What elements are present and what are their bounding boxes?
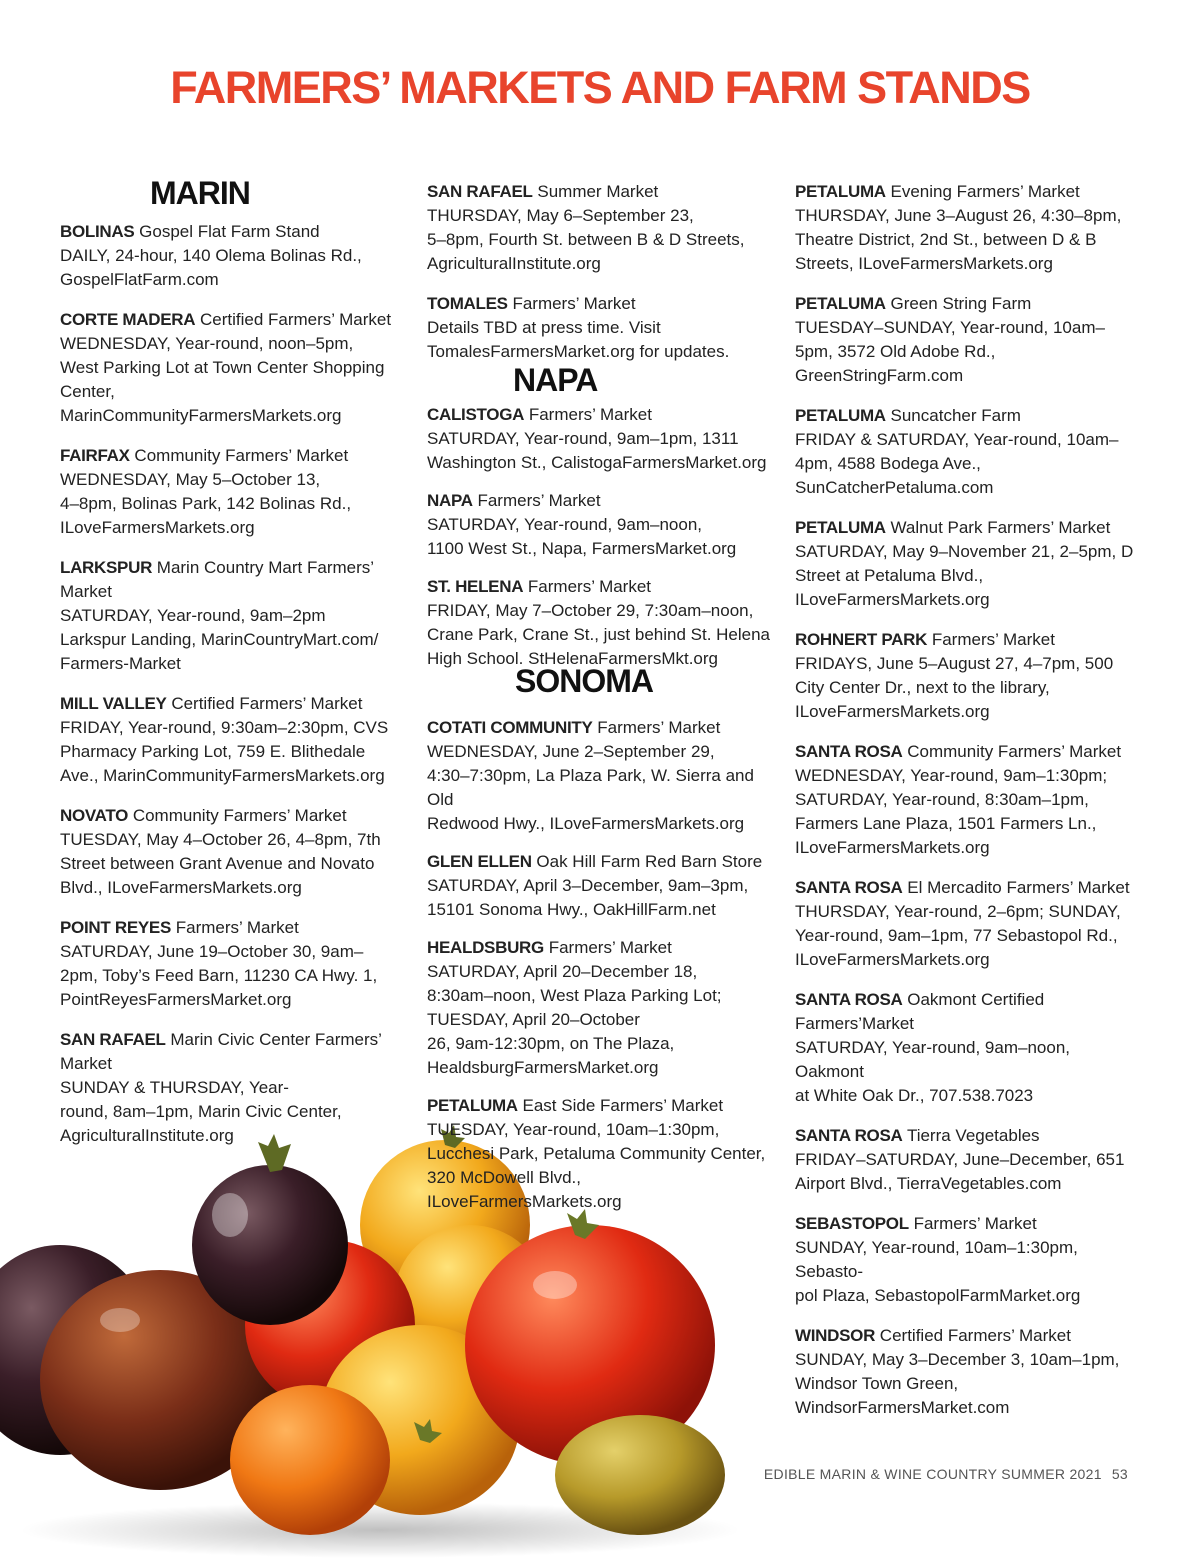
market-detail-line: 4–8pm, Bolinas Park, 142 Bolinas Rd., bbox=[60, 494, 352, 513]
town-name: PETALUMA bbox=[795, 518, 886, 537]
market-detail-line: FRIDAY, May 7–October 29, 7:30am–noon, bbox=[427, 601, 754, 620]
town-name: NOVATO bbox=[60, 806, 129, 825]
town-name: SEBASTOPOL bbox=[795, 1214, 909, 1233]
market-detail-line: Redwood Hwy., ILoveFarmersMarkets.org bbox=[427, 814, 745, 833]
market-entry bbox=[795, 1324, 1140, 1420]
market-detail-line: Theatre District, 2nd St., between D & B bbox=[795, 230, 1097, 249]
town-name: PETALUMA bbox=[795, 406, 886, 425]
market-detail-line: ILoveFarmersMarkets.org bbox=[795, 590, 990, 609]
market-detail-line: Farmers-Market bbox=[60, 654, 181, 673]
market-detail-line: WEDNESDAY, Year-round, 9am–1:30pm; bbox=[795, 766, 1108, 785]
market-detail-line: WEDNESDAY, June 2–September 29, bbox=[427, 742, 715, 761]
market-name: Community Farmers’ Market bbox=[907, 742, 1122, 761]
market-heading-line bbox=[427, 489, 772, 513]
market-heading-line bbox=[427, 292, 772, 316]
market-detail-line: High School. StHelenaFarmersMkt.org bbox=[427, 649, 719, 668]
market-detail-line: TUESDAY, Year-round, 10am–1:30pm, bbox=[427, 1120, 720, 1139]
market-entry bbox=[427, 850, 772, 922]
entries-marin bbox=[60, 220, 400, 1148]
market-detail-line: Street at Petaluma Blvd., bbox=[795, 566, 984, 585]
market-detail-line: 4:30–7:30pm, La Plaza Park, W. Sierra and Old bbox=[427, 766, 754, 809]
entries-col3 bbox=[795, 180, 1140, 1420]
market-detail-line: Ave., MarinCommunityFarmersMarkets.org bbox=[60, 766, 385, 785]
market-heading-line bbox=[60, 308, 400, 332]
town-name: SANTA ROSA bbox=[795, 1126, 903, 1145]
market-entry bbox=[795, 404, 1140, 500]
market-detail-line: West Parking Lot at Town Center Shopping bbox=[60, 358, 385, 377]
market-entry bbox=[795, 1212, 1140, 1308]
market-name: Marin Country Mart Farmers’ bbox=[156, 558, 375, 577]
town-name: PETALUMA bbox=[427, 1096, 518, 1115]
market-name: Marin Civic Center Farmers’ Market bbox=[60, 1030, 382, 1073]
market-detail-line: HealdsburgFarmersMarket.org bbox=[427, 1058, 659, 1077]
town-name: LARKSPUR bbox=[60, 558, 153, 577]
market-detail-line: Streets, ILoveFarmersMarkets.org bbox=[795, 254, 1053, 273]
market-name: Community Farmers’ Market bbox=[132, 806, 347, 825]
market-name: Farmers’ Market bbox=[597, 718, 721, 737]
market-entry bbox=[427, 403, 772, 475]
market-name: Farmers’ Market bbox=[548, 938, 672, 957]
market-entry bbox=[795, 180, 1140, 276]
market-detail-line: Farmers’Market bbox=[795, 1014, 915, 1033]
town-name: POINT REYES bbox=[60, 918, 172, 937]
market-name: Summer Market bbox=[537, 182, 659, 201]
market-detail-line: 2pm, Toby’s Feed Barn, 11230 CA Hwy. 1, bbox=[60, 966, 378, 985]
market-detail-line: Lucchesi Park, Petaluma Community Center, bbox=[427, 1144, 766, 1163]
market-detail-line: 26, 9am-12:30pm, on The Plaza, bbox=[427, 1034, 675, 1053]
market-detail-line: round, 8am–1pm, Marin Civic Center, bbox=[60, 1102, 342, 1121]
town-name: CORTE MADERA bbox=[60, 310, 196, 329]
town-name: TOMALES bbox=[427, 294, 508, 313]
market-detail-line: FRIDAY & SATURDAY, Year-round, 10am– bbox=[795, 430, 1119, 449]
market-detail-line: Blvd., ILoveFarmersMarkets.org bbox=[60, 878, 302, 897]
market-entry bbox=[427, 180, 772, 276]
market-detail-line: Pharmacy Parking Lot, 759 E. Blithedale bbox=[60, 742, 366, 761]
market-entry bbox=[795, 1124, 1140, 1196]
market-entry bbox=[427, 292, 772, 364]
market-detail-line: 5–8pm, Fourth St. between B & D Streets, bbox=[427, 230, 745, 249]
region-heading-marin: MARIN bbox=[150, 175, 250, 211]
market-detail-line: Washington St., CalistogaFarmersMarket.org bbox=[427, 453, 767, 472]
market-heading-line bbox=[795, 988, 1140, 1012]
market-entry bbox=[795, 292, 1140, 388]
market-detail-line: Larkspur Landing, MarinCountryMart.com/ bbox=[60, 630, 379, 649]
market-detail-line: 8:30am–noon, West Plaza Parking Lot; bbox=[427, 986, 722, 1005]
market-entry bbox=[795, 876, 1140, 972]
market-heading-line bbox=[60, 916, 400, 940]
market-detail-line: AgriculturalInstitute.org bbox=[427, 254, 601, 273]
town-name: PETALUMA bbox=[795, 182, 886, 201]
town-name: MILL VALLEY bbox=[60, 694, 167, 713]
town-name: FAIRFAX bbox=[60, 446, 130, 465]
market-name: Oak Hill Farm Red Barn Store bbox=[536, 852, 763, 871]
market-detail-line: SATURDAY, April 20–December 18, bbox=[427, 962, 698, 981]
publication-name: EDIBLE MARIN & WINE COUNTRY SUMMER 2021 bbox=[763, 1466, 1102, 1482]
market-name: Tierra Vegetables bbox=[906, 1126, 1040, 1145]
entries-napa bbox=[427, 403, 772, 671]
market-heading-line bbox=[427, 936, 772, 960]
market-detail-line: at White Oak Dr., 707.538.7023 bbox=[795, 1086, 1034, 1105]
market-heading-line bbox=[427, 716, 772, 740]
town-name: CALISTOGA bbox=[427, 405, 525, 424]
market-detail-line: ILoveFarmersMarkets.org bbox=[795, 838, 990, 857]
market-detail-line: City Center Dr., next to the library, bbox=[795, 678, 1050, 697]
region-heading-napa: NAPA bbox=[513, 362, 598, 398]
market-entry bbox=[60, 444, 400, 540]
market-detail-line: THURSDAY, Year-round, 2–6pm; SUNDAY, bbox=[795, 902, 1121, 921]
market-heading-line bbox=[795, 1324, 1140, 1348]
market-detail-line: SATURDAY, April 3–December, 9am–3pm, bbox=[427, 876, 749, 895]
market-detail-line: SUNDAY, May 3–December 3, 10am–1pm, bbox=[795, 1350, 1120, 1369]
market-name: Green String Farm bbox=[890, 294, 1032, 313]
market-entry bbox=[60, 220, 400, 292]
market-detail-line: Crane Park, Crane St., just behind St. Helena bbox=[427, 625, 771, 644]
market-detail-line: SATURDAY, Year-round, 9am–noon, bbox=[427, 515, 702, 534]
market-name: Gospel Flat Farm Stand bbox=[139, 222, 320, 241]
market-entry bbox=[60, 308, 400, 428]
market-detail-line: WEDNESDAY, Year-round, noon–5pm, bbox=[60, 334, 354, 353]
market-entry bbox=[427, 489, 772, 561]
market-entry bbox=[60, 804, 400, 900]
market-heading-line bbox=[60, 556, 400, 580]
market-detail-line: THURSDAY, May 6–September 23, bbox=[427, 206, 694, 225]
market-entry bbox=[60, 556, 400, 676]
market-detail-line: TUESDAY, April 20–October bbox=[427, 1010, 640, 1029]
market-name: Farmers’ Market bbox=[512, 294, 636, 313]
market-name: Farmers’ Market bbox=[477, 491, 601, 510]
market-detail-line: Airport Blvd., TierraVegetables.com bbox=[795, 1174, 1062, 1193]
market-entry bbox=[795, 740, 1140, 860]
market-name: Farmers’ Market bbox=[931, 630, 1055, 649]
town-name: SAN RAFAEL bbox=[60, 1030, 166, 1049]
market-detail-line: ILoveFarmersMarkets.org bbox=[60, 518, 255, 537]
town-name: WINDSOR bbox=[795, 1326, 876, 1345]
market-heading-line bbox=[60, 220, 400, 244]
market-entry bbox=[795, 628, 1140, 724]
market-entry bbox=[795, 516, 1140, 612]
market-detail-line: SATURDAY, Year-round, 9am–2pm bbox=[60, 606, 326, 625]
market-detail-line: SATURDAY, Year-round, 8:30am–1pm, bbox=[795, 790, 1089, 809]
market-entry bbox=[60, 916, 400, 1012]
town-name: ST. HELENA bbox=[427, 577, 524, 596]
market-entry bbox=[795, 988, 1140, 1108]
town-name: ROHNERT PARK bbox=[795, 630, 928, 649]
market-detail-line: 5pm, 3572 Old Adobe Rd., GreenStringFarm.com bbox=[795, 342, 996, 385]
market-name: Farmers’ Market bbox=[913, 1214, 1037, 1233]
market-detail-line: FRIDAYS, June 5–August 27, 4–7pm, 500 bbox=[795, 654, 1114, 673]
market-heading-line bbox=[795, 1212, 1140, 1236]
market-name: El Mercadito Farmers’ Market bbox=[907, 878, 1130, 897]
town-name: SANTA ROSA bbox=[795, 742, 903, 761]
town-name: NAPA bbox=[427, 491, 473, 510]
market-detail-line: SATURDAY, Year-round, 9am–noon, Oakmont bbox=[795, 1038, 1070, 1081]
market-entry bbox=[427, 1094, 772, 1214]
market-detail-line: Center, MarinCommunityFarmersMarkets.org bbox=[60, 382, 342, 425]
region-heading-sonoma: SONOMA bbox=[515, 663, 653, 699]
page-footer bbox=[764, 1466, 1128, 1482]
town-name: SANTA ROSA bbox=[795, 878, 903, 897]
town-name: COTATI COMMUNITY bbox=[427, 718, 593, 737]
market-name: Suncatcher Farm bbox=[890, 406, 1021, 425]
market-name: Evening Farmers’ Market bbox=[890, 182, 1080, 201]
page-number: 53 bbox=[1111, 1466, 1128, 1482]
market-heading-line bbox=[427, 403, 772, 427]
market-heading-line bbox=[795, 740, 1140, 764]
market-name: Walnut Park Farmers’ Market bbox=[890, 518, 1111, 537]
market-name: East Side Farmers’ Market bbox=[522, 1096, 724, 1115]
town-name: PETALUMA bbox=[795, 294, 886, 313]
market-detail-line: GospelFlatFarm.com bbox=[60, 270, 219, 289]
market-entry bbox=[60, 1028, 400, 1148]
market-name: Oakmont Certified bbox=[907, 990, 1045, 1009]
market-name: Community Farmers’ Market bbox=[134, 446, 349, 465]
market-heading-line bbox=[795, 404, 1140, 428]
market-entry bbox=[427, 575, 772, 671]
market-detail-line: ILoveFarmersMarkets.org bbox=[795, 702, 990, 721]
market-name: Certified Farmers’ Market bbox=[879, 1326, 1071, 1345]
entries-sonoma bbox=[427, 716, 772, 1214]
market-detail-line: TUESDAY, May 4–October 26, 4–8pm, 7th bbox=[60, 830, 381, 849]
town-name: SANTA ROSA bbox=[795, 990, 903, 1009]
market-detail-line: pol Plaza, SebastopolFarmMarket.org bbox=[795, 1286, 1081, 1305]
market-detail-line: SATURDAY, June 19–October 30, 9am– bbox=[60, 942, 364, 961]
market-name: Certified Farmers’ Market bbox=[171, 694, 363, 713]
market-detail-line: FRIDAY–SATURDAY, June–December, 651 bbox=[795, 1150, 1125, 1169]
town-name: GLEN ELLEN bbox=[427, 852, 532, 871]
market-name: Farmers’ Market bbox=[175, 918, 299, 937]
market-heading-line bbox=[427, 850, 772, 874]
market-detail-line: AgriculturalInstitute.org bbox=[60, 1126, 234, 1145]
market-detail-line: THURSDAY, June 3–August 26, 4:30–8pm, bbox=[795, 206, 1122, 225]
market-name: Farmers’ Market bbox=[528, 405, 652, 424]
market-detail-line: Year-round, 9am–1pm, 77 Sebastopol Rd., bbox=[795, 926, 1118, 945]
town-name: HEALDSBURG bbox=[427, 938, 544, 957]
entries-col2-top bbox=[427, 180, 772, 364]
market-detail-line: WEDNESDAY, May 5–October 13, bbox=[60, 470, 321, 489]
market-detail-line: WindsorFarmersMarket.com bbox=[795, 1398, 1010, 1417]
market-entry bbox=[427, 716, 772, 836]
market-name: Farmers’ Market bbox=[527, 577, 652, 596]
market-detail-line: 15101 Sonoma Hwy., OakHillFarm.net bbox=[427, 900, 716, 919]
market-detail-line: SATURDAY, Year-round, 9am–1pm, 1311 bbox=[427, 429, 739, 448]
market-detail-line: SUNDAY, Year-round, 10am–1:30pm, Sebasto- bbox=[795, 1238, 1078, 1281]
market-detail-line: TomalesFarmersMarket.org for updates. bbox=[427, 342, 730, 361]
market-heading-line bbox=[427, 575, 772, 599]
market-detail-line: 1100 West St., Napa, FarmersMarket.org bbox=[427, 539, 737, 558]
market-heading-line bbox=[795, 180, 1140, 204]
market-detail-line: FRIDAY, Year-round, 9:30am–2:30pm, CVS bbox=[60, 718, 389, 737]
market-detail-line: SUNDAY & THURSDAY, Year- bbox=[60, 1078, 289, 1097]
market-name: Certified Farmers’ Market bbox=[199, 310, 392, 329]
market-detail-line: PointReyesFarmersMarket.org bbox=[60, 990, 292, 1009]
page-title: FARMERS’ MARKETS AND FARM STANDS bbox=[170, 62, 1030, 113]
market-heading-line bbox=[60, 444, 400, 468]
market-heading-line bbox=[795, 876, 1140, 900]
market-heading-line bbox=[427, 180, 772, 204]
market-heading-line bbox=[795, 292, 1140, 316]
town-name: SAN RAFAEL bbox=[427, 182, 533, 201]
market-detail-line: SATURDAY, May 9–November 21, 2–5pm, D bbox=[795, 542, 1134, 561]
market-detail-line: TUESDAY–SUNDAY, Year-round, 10am– bbox=[795, 318, 1105, 337]
market-detail-line: Street between Grant Avenue and Novato bbox=[60, 854, 375, 873]
market-detail-line: DAILY, 24-hour, 140 Olema Bolinas Rd., bbox=[60, 246, 362, 265]
market-heading-line bbox=[795, 628, 1140, 652]
market-detail-line: Farmers Lane Plaza, 1501 Farmers Ln., bbox=[795, 814, 1097, 833]
market-entry bbox=[60, 692, 400, 788]
market-entry bbox=[427, 936, 772, 1080]
market-heading-line bbox=[60, 1028, 400, 1076]
column-middle bbox=[427, 180, 772, 1214]
town-name: BOLINAS bbox=[60, 222, 135, 241]
market-detail-line: Market bbox=[60, 582, 112, 601]
market-detail-line: Windsor Town Green, bbox=[795, 1374, 959, 1393]
column-marin bbox=[60, 175, 400, 1148]
market-detail-line: 4pm, 4588 Bodega Ave., SunCatcherPetaluma.com bbox=[795, 454, 994, 497]
column-right bbox=[795, 180, 1140, 1420]
market-heading-line bbox=[795, 516, 1140, 540]
market-heading-line bbox=[60, 692, 400, 716]
market-heading-line bbox=[427, 1094, 772, 1118]
market-detail-line: ILoveFarmersMarkets.org bbox=[795, 950, 990, 969]
market-detail-line: Details TBD at press time. Visit bbox=[427, 318, 661, 337]
market-heading-line bbox=[60, 804, 400, 828]
market-heading-line bbox=[795, 1124, 1140, 1148]
market-detail-line: 320 McDowell Blvd., ILoveFarmersMarkets.org bbox=[427, 1168, 622, 1211]
